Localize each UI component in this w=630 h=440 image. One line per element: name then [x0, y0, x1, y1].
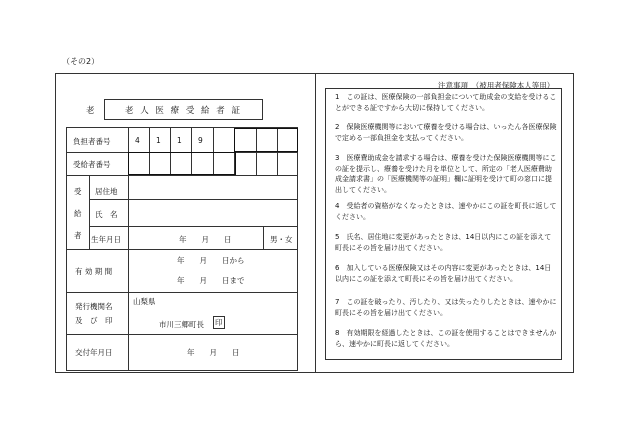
recipient-number-label: 受給者番号 — [73, 160, 111, 169]
elderly-mark: 老 — [86, 106, 95, 116]
burden-digit: 1 — [156, 136, 161, 145]
certificate-grid — [66, 127, 298, 371]
note-item: 2 保険医療機関等において療養を受ける場合は、いったん各医療保険で定める一部負担金を支払ってください。 — [335, 123, 557, 142]
note-item: 1 この証は、医療保険の一部負担金について助成金の支給を受けることができる証ですから大切に保持してください。 — [335, 93, 557, 112]
address-label: 居住地 — [95, 187, 118, 196]
burden-digit: 4 — [135, 136, 140, 145]
birth-date-value: 年 月 日 — [179, 235, 232, 244]
burden-number-label: 負担者番号 — [73, 137, 111, 146]
note-item: 6 加入している医療保険又はその内容に変更があったときは、14日以内にこの証を添えて町長にその旨を届け出てください。 — [335, 264, 552, 283]
recipient-side-char: 受 — [74, 187, 82, 196]
note-item: 5 氏名、居住地に変更があったときは、14日以内にこの証を添えて町長にその旨を届け出てください。 — [335, 233, 552, 252]
valid-from: 年 月 日から — [177, 256, 245, 265]
notes-box — [325, 88, 562, 360]
note-item: 7 この証を破ったり、汚したり、又は失ったりしたときは、速やかに町長にその旨を届け出てください。 — [335, 298, 557, 317]
document-section-label: （その2） — [62, 57, 100, 66]
name-label: 氏 名 — [95, 210, 118, 219]
note-item: 3 医療費助成金を請求する場合は、療養を受けた保険医療機関等にこの証を提示し、療養を受けた月を単位として、所定の「老人医療費助成金請求書」の「医療機関等の証明」欄に証明を受けて町の窓口に提出してください。 — [335, 154, 557, 194]
issuer-label: 発行機関名 — [75, 302, 113, 311]
burden-digit: 9 — [198, 136, 203, 145]
validity-label: 有 効 期 間 — [75, 267, 113, 276]
certificate-title: 老 人 医 療 受 給 者 証 — [104, 99, 263, 120]
issuer-seal-label: 及 び 印 — [75, 316, 113, 325]
sex-value: 男・女 — [270, 235, 293, 244]
notes-heading: 注意事項 （被用者保険本人等用） — [438, 81, 555, 90]
issuer-prefecture: 山梨県 — [133, 297, 156, 306]
note-item: 4 受給者の資格がなくなったときは、速やかにこの証を町長に返してください。 — [335, 202, 557, 221]
burden-digit: 1 — [177, 136, 182, 145]
center-fold-line — [315, 73, 316, 373]
birth-date-label: 生年月日 — [91, 235, 121, 244]
issuer-town-mayor: 市川三郷町長 — [159, 320, 204, 329]
issue-date-label: 交付年月日 — [75, 348, 113, 357]
official-seal: 印 — [215, 318, 223, 327]
recipient-side-char: 給 — [74, 209, 82, 218]
issue-date-value: 年 月 日 — [187, 348, 240, 357]
valid-to: 年 月 日まで — [177, 276, 245, 285]
note-item: 8 有効期限を経過したときは、この証を使用することはできませんから、速やかに町長に返してください。 — [335, 329, 557, 348]
recipient-side-char: 者 — [74, 231, 82, 240]
